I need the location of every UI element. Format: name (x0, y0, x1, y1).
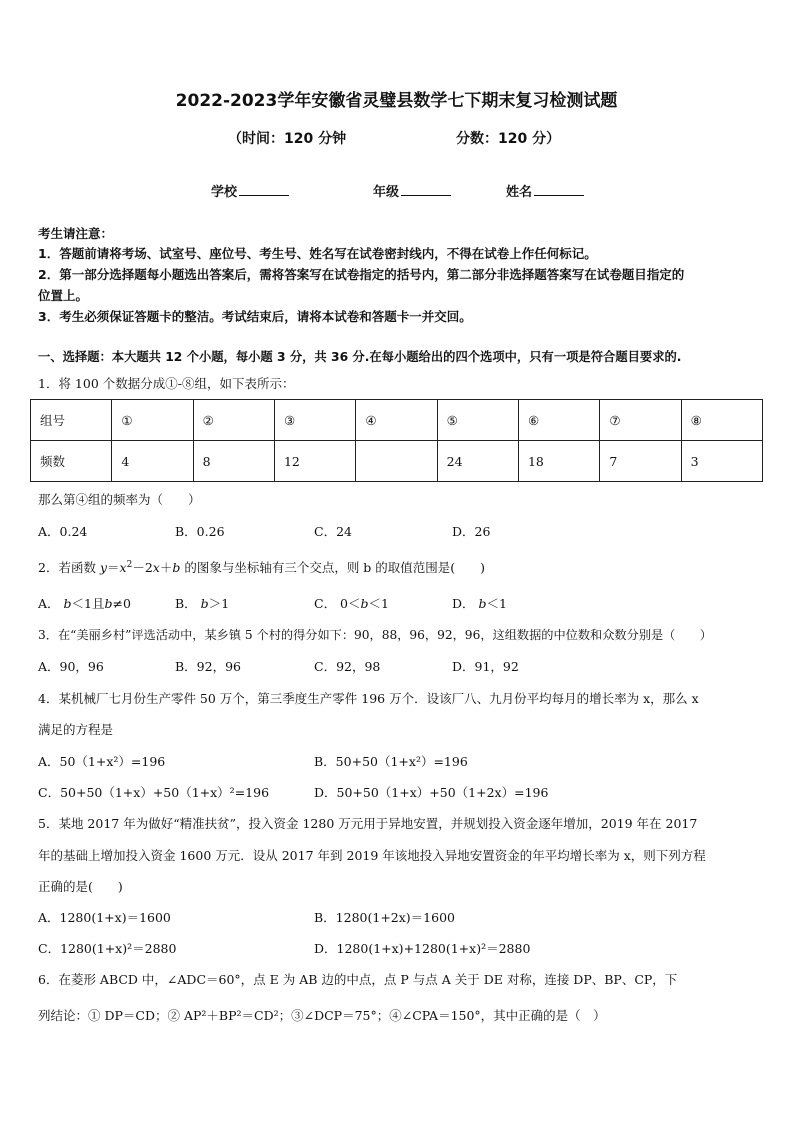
table-cell: 12 (274, 441, 355, 482)
q2-option-a[interactable]: A． b＜1且b≠0 (38, 596, 131, 611)
q1-option-c[interactable]: C．24 (314, 524, 352, 539)
grade-blank[interactable] (401, 183, 451, 196)
table-row (31, 400, 763, 441)
q2-stem: 2．若函数 $y=x^2-2x+b$ 的图象与坐标轴有三个交点，则 b 的取值范围是( ) (38, 559, 486, 575)
table-cell: ⑥ (518, 400, 599, 441)
table-cell: 24 (437, 441, 518, 482)
grade-label: 年级 (373, 185, 400, 200)
table-cell: ④ (356, 400, 437, 441)
q4-stem: 4．某机械厂七月份生产零件 50 万个，第三季度生产零件 196 万个．设该厂八、九月份平均每月的增长率为 x，那么 x (38, 691, 699, 706)
exam-score: 分数：120 分） (456, 131, 561, 147)
q2-option-c[interactable]: C． 0＜b＜1 (314, 596, 389, 611)
exam-time: （时间：120 分钟 (228, 131, 347, 147)
q2-option-b[interactable]: B． b＞1 (175, 596, 230, 611)
q1-option-b[interactable]: B．0.26 (175, 524, 225, 539)
q5-option-d[interactable]: D．1280(1+x)+1280(1+x)²＝2880 (314, 941, 531, 956)
q6-stem-cont: 列结论：① DP＝CD；② AP²＋BP²＝CD²；③∠DCP＝75°；④∠CPA＝150°，其中正确的是（ ） (38, 1008, 606, 1023)
q3-option-d[interactable]: D．91，92 (452, 659, 519, 674)
q5-stem-cont: 年的基础上增加投入资金 1600 万元．设从 2017 年到 2019 年该地投入异地安置资金的年平均增长率为 x，则下列方程 (38, 848, 706, 863)
q3-option-a[interactable]: A．90，96 (38, 659, 104, 674)
page-title: 2022-2023学年安徽省灵璧县数学七下期末复习检测试题 (175, 91, 618, 111)
table-cell: 4 (112, 441, 193, 482)
school-label: 学校 (211, 185, 238, 200)
q3-option-b[interactable]: B．92，96 (175, 659, 241, 674)
q1-option-a[interactable]: A．0.24 (38, 524, 88, 539)
q2-option-d[interactable]: D． b＜1 (452, 596, 507, 611)
q1-stem: 1．将 100 个数据分成①-⑧组，如下表所示： (38, 376, 295, 391)
frequency-table (30, 399, 763, 482)
q5-stem-cont: 正确的是( ) (38, 879, 123, 894)
q3-stem: 3．在“美丽乡村”评选活动中，某乡镇 5 个村的得分如下：90，88，96，92，96，这组数据的中位数和众数分别是（ ） (38, 628, 712, 642)
notice-item: 2．第一部分选择题每小题选出答案后，需将答案写在试卷指定的括号内，第二部分非选择题答案写在试卷题目指定的 (38, 267, 685, 282)
notice-heading: 考生请注意： (38, 226, 114, 241)
notice-item: 1．答题前请将考场、试室号、座位号、考生号、姓名写在试卷密封线内，不得在试卷上作任何标记。 (38, 246, 597, 261)
school-blank[interactable] (239, 183, 289, 196)
q3-option-c[interactable]: C．92，98 (314, 659, 381, 674)
q1-question: 那么第④组的频率为（ ） (38, 492, 201, 507)
table-cell: ⑧ (681, 400, 762, 441)
table-row (31, 441, 763, 482)
q5-stem: 5．某地 2017 年为做好“精准扶贫”，投入资金 1280 万元用于异地安置，并规划投入资金逐年增加，2019 年在 2017 (38, 816, 698, 831)
table-cell: 频数 (31, 441, 112, 482)
table-cell: 8 (193, 441, 274, 482)
table-cell: ② (193, 400, 274, 441)
q5-option-c[interactable]: C．1280(1+x)²＝2880 (38, 941, 177, 956)
table-cell: 3 (681, 441, 762, 482)
table-cell: 7 (600, 441, 681, 482)
table-cell: ⑤ (437, 400, 518, 441)
name-blank[interactable] (534, 183, 584, 196)
q4-option-a[interactable]: A．50（1+x²）=196 (38, 754, 166, 769)
name-field[interactable] (506, 181, 584, 200)
name-label: 姓名 (506, 185, 533, 200)
section-heading: 一、选择题：本大题共 12 个小题，每小题 3 分，共 36 分.在每小题给出的四个选项中，只有一项是符合题目要求的. (38, 350, 682, 364)
q1-option-d[interactable]: D．26 (452, 524, 491, 539)
table-cell: ③ (274, 400, 355, 441)
q4-option-b[interactable]: B．50+50（1+x²）=196 (314, 754, 468, 769)
q6-stem: 6．在菱形 ABCD 中，∠ADC＝60°，点 E 为 AB 边的中点，点 P 与点 A 关于 DE 对称，连接 DP、BP、CP，下 (38, 972, 678, 987)
grade-field[interactable] (373, 181, 451, 200)
table-cell: 18 (518, 441, 599, 482)
table-cell: 组号 (31, 400, 112, 441)
q5-option-a[interactable]: A．1280(1+x)＝1600 (38, 910, 171, 925)
notice-item: 3．考生必须保证答题卡的整洁。考试结束后，请将本试卷和答题卡一并交回。 (38, 309, 472, 324)
q4-option-d[interactable]: D．50+50（1+x）+50（1+2x）=196 (314, 785, 549, 800)
q5-option-b[interactable]: B．1280(1+2x)＝1600 (314, 910, 455, 925)
school-field[interactable] (211, 181, 289, 200)
table-cell (356, 441, 437, 482)
q4-option-c[interactable]: C．50+50（1+x）+50（1+x）²=196 (38, 785, 270, 800)
q4-stem-cont: 满足的方程是 (38, 722, 114, 737)
notice-item: 位置上。 (38, 288, 89, 303)
table-cell: ⑦ (600, 400, 681, 441)
table-cell: ① (112, 400, 193, 441)
